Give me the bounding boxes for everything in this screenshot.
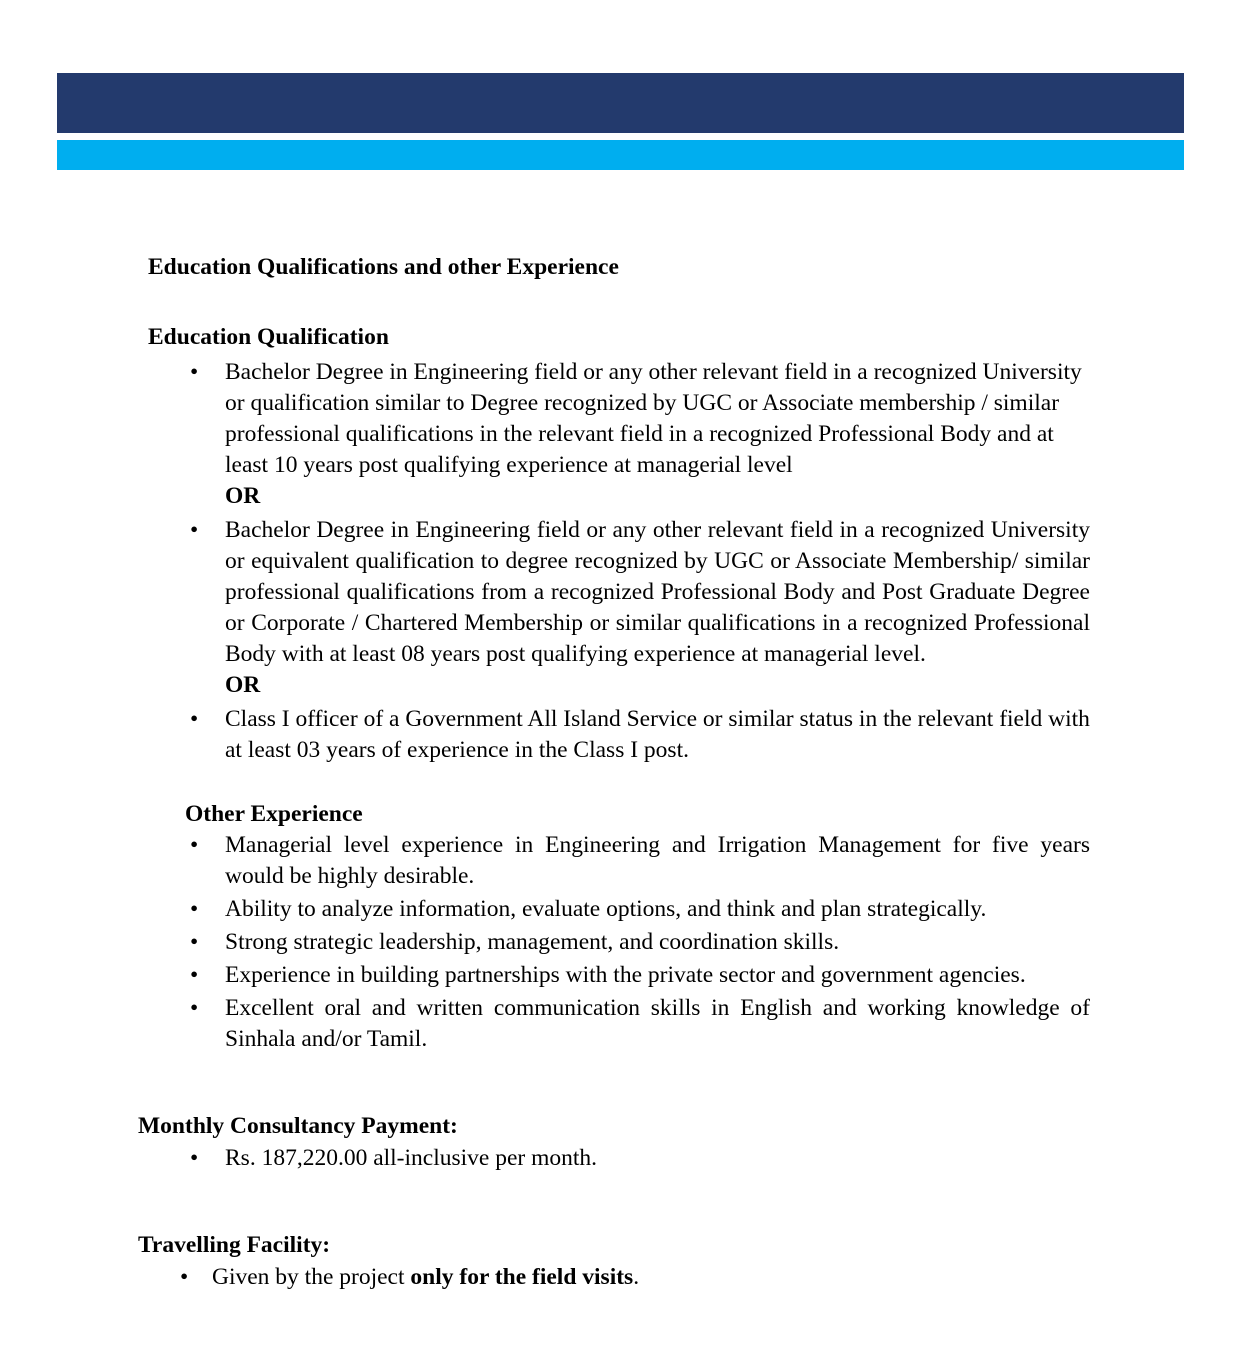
bullet-icon: •: [180, 1264, 189, 1290]
other-experience-heading: Other Experience: [185, 801, 363, 827]
bullet-text: Bachelor Degree in Engineering field or any other relevant field in a recognized University or qualification similar to Degree recognized by UGC or Associate membership / similar professional qualifications in the relevant field in a recognized Professional Body and at least 10 years post qualifying experience at managerial level: [225, 359, 1082, 478]
bullet-text: Bachelor Degree in Engineering field or any other relevant field in a recognized University or equivalent qualification to degree recognized by UGC or Associate Membership/ similar professional qualifications from a recognized Professional Body and Post Graduate Degree or Corporate / Chartered Membership or similar qualifications in a recognized Professional Body with at least 08 years post qualifying experience at managerial level.: [225, 517, 1090, 667]
bullet-icon: •: [190, 359, 199, 385]
bullet-text: .: [633, 1264, 640, 1290]
bullet-icon: •: [190, 896, 199, 922]
bullet-text: Given by the project: [212, 1264, 411, 1290]
bullet-icon: •: [190, 517, 199, 543]
list-item: [190, 830, 1090, 892]
bullet-text: Excellent oral and written communication skills in English and working knowledge of Sinhala and/or Tamil.: [225, 995, 1090, 1052]
monthly-payment-list: [190, 1143, 1090, 1174]
bullet-text: Ability to analyze information, evaluate options, and think and plan strategically.: [225, 896, 987, 922]
bullet-text: Experience in building partnerships with the private sector and government agencies.: [225, 962, 1026, 988]
travelling-heading: Travelling Facility:: [138, 1232, 331, 1258]
bullet-icon: •: [190, 929, 199, 955]
or-separator: OR: [225, 483, 261, 509]
bullet-icon: •: [190, 1145, 199, 1171]
list-item: [190, 1143, 1090, 1174]
bullet-text: Strong strategic leadership, management, and coordination skills.: [225, 929, 840, 955]
bullet-icon: •: [190, 995, 199, 1021]
list-item: [190, 357, 1090, 512]
list-item: [180, 1262, 1090, 1293]
list-item: [190, 704, 1090, 766]
bullet-icon: •: [190, 962, 199, 988]
list-item: [190, 927, 1090, 958]
other-experience-list: [190, 830, 1090, 1055]
education-qualification-heading: Education Qualification: [148, 324, 389, 350]
list-item: [190, 515, 1090, 701]
bullet-icon: •: [190, 832, 199, 858]
bullet-text: Rs. 187,220.00 all-inclusive per month.: [225, 1145, 598, 1171]
list-item: [190, 993, 1090, 1055]
list-item: [190, 960, 1090, 991]
bullet-text: Managerial level experience in Engineering and Irrigation Management for five years would be highly desirable.: [225, 832, 1090, 889]
bullet-icon: •: [190, 706, 199, 732]
bullet-text-bold: only for the field visits: [410, 1264, 634, 1290]
or-separator: OR: [225, 672, 261, 698]
monthly-payment-heading: Monthly Consultancy Payment:: [138, 1113, 458, 1139]
bullet-text: Class I officer of a Government All Island Service or similar status in the relevant field with at least 03 years of experience in the Class I post.: [225, 706, 1090, 763]
education-bullet-list: [190, 357, 1090, 766]
page-title: Education Qualifications and other Experience: [148, 254, 619, 280]
list-item: [190, 894, 1090, 925]
travelling-list: [180, 1262, 1090, 1293]
